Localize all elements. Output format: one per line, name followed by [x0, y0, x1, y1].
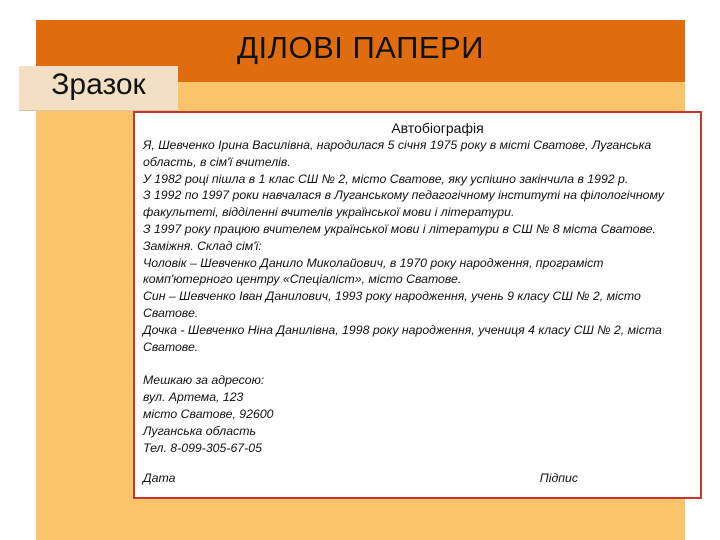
- paragraph: Син – Шевченко Іван Данилович, 1993 року народження, учень 9 класу СШ № 2, місто Сватове.: [143, 289, 641, 320]
- sample-label: Зразок: [51, 68, 146, 101]
- paragraph: З 1997 року працюю вчителем української мови і літератури в СШ № 8 міста Сватове.: [143, 221, 656, 236]
- paragraph: Я, Шевченко Ірина Василівна, народилася 5 січня 1975 року в місті Сватове, Луганська область, в сім'ї вчителів.: [143, 138, 652, 169]
- signature-row: [143, 470, 692, 487]
- document-sheet: [133, 111, 702, 499]
- spacer: [143, 355, 692, 372]
- paragraph: У 1982 році пішла в 1 клас СШ № 2, місто Сватове, яку успішно закінчила в 1992 р.: [143, 171, 629, 186]
- address-line: Мешкаю за адресою:: [143, 373, 265, 388]
- address-line: вул. Артема, 123: [143, 390, 244, 405]
- address-line: Тел. 8-099-305-67-05: [143, 440, 262, 455]
- paragraph: Чоловік – Шевченко Данило Миколайович, в 1970 року народження, програміст комп'ютерного центру «Спеціаліст», місто Сватове.: [143, 255, 604, 287]
- signature-label: Підпис: [539, 471, 578, 486]
- address-line: місто Сватове, 92600: [143, 406, 274, 421]
- address-line: Луганська область: [143, 423, 256, 438]
- slide-title: ДІЛОВІ ПАПЕРИ: [237, 30, 484, 65]
- paragraph: Заміжня. Склад сім'ї:: [143, 238, 262, 253]
- paragraph: Дочка - Шевченко Ніна Данилівна, 1998 року народження, учениця 4 класу СШ № 2, міста Сватове.: [143, 322, 662, 354]
- date-label: Дата: [143, 471, 176, 486]
- paragraph: З 1992 по 1997 роки навчалася в Луганському педагогічному інституті на філологічному факультеті, відділенні вчителів української мови і літератури.: [143, 188, 664, 220]
- document-heading: Автобіографія: [391, 120, 484, 136]
